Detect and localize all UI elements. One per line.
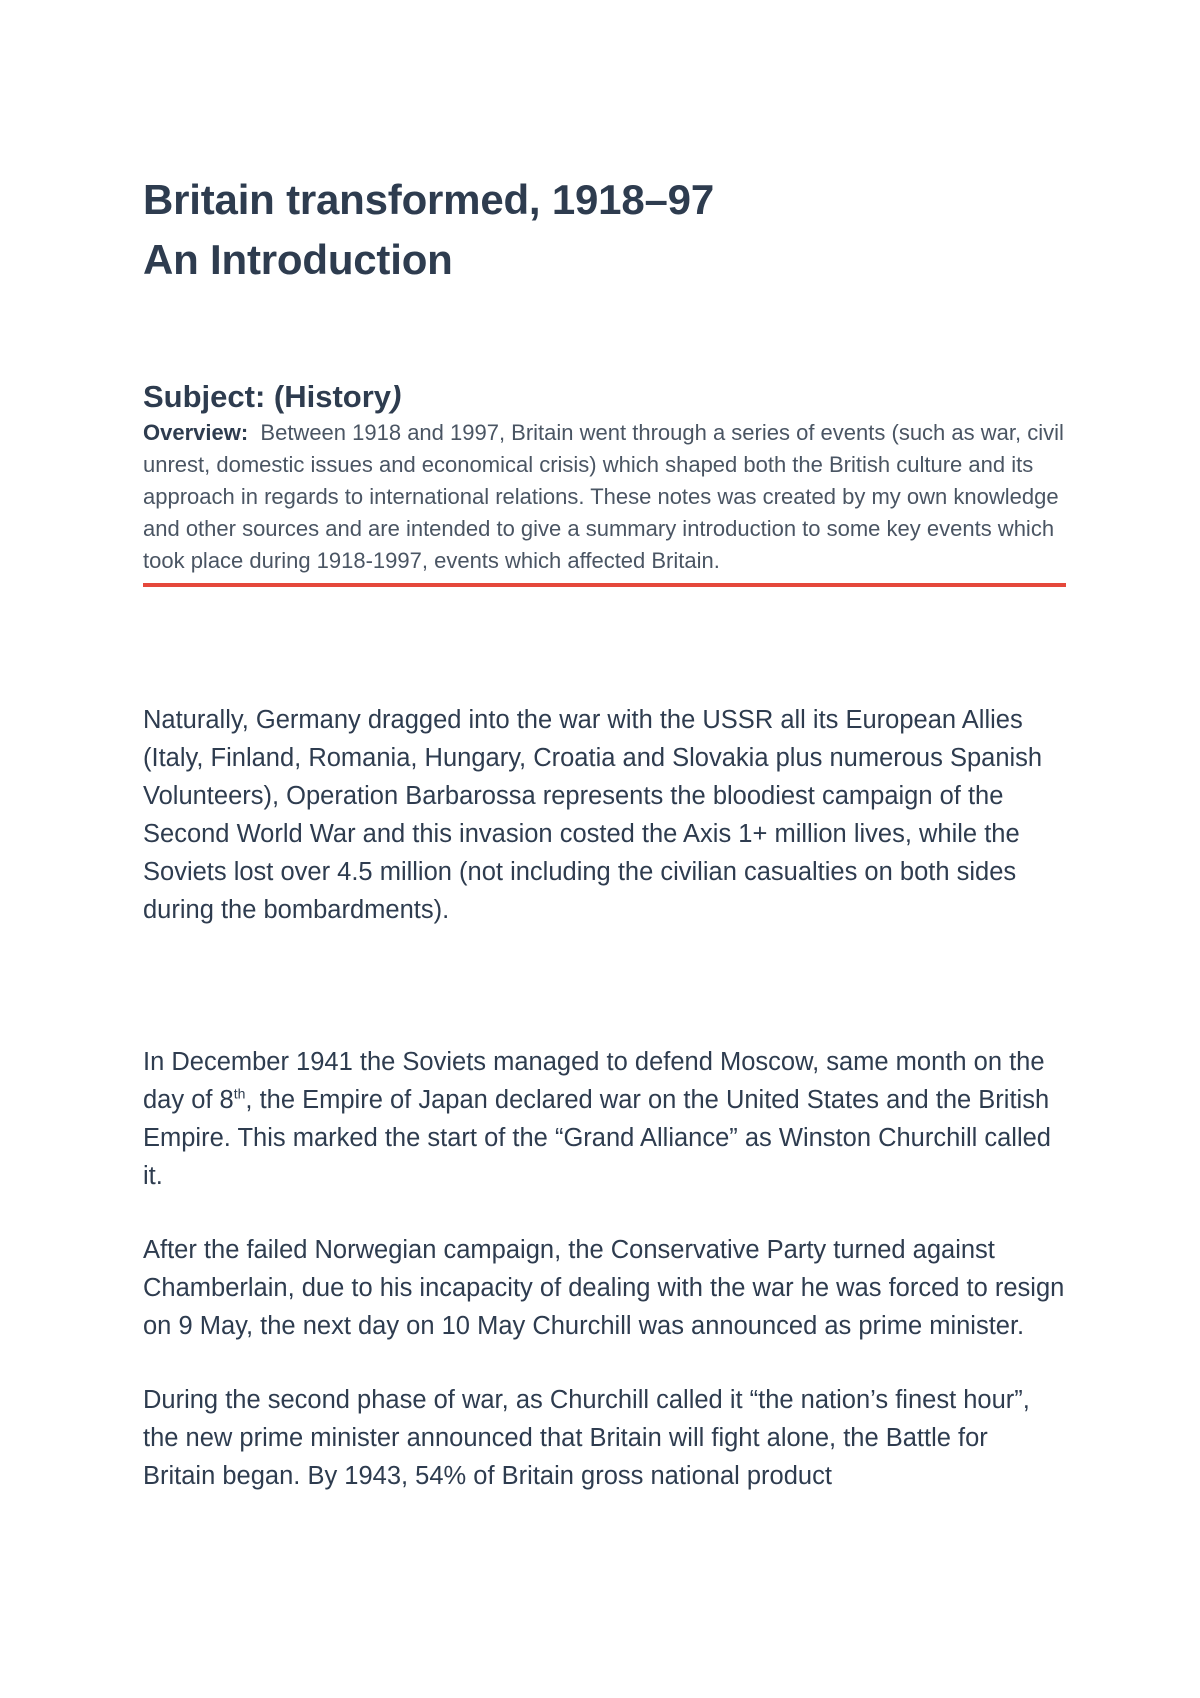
subject-text: Subject: (History <box>143 379 392 414</box>
paragraph-december-1941 <box>143 1043 1066 1195</box>
subject-heading <box>143 377 1066 417</box>
document-page <box>143 170 1066 1495</box>
paragraph-december-1941-part2: , the Empire of Japan declared war on the United States and the British Empire. This marked the start of the “Grand Alliance” as Winston Churchill called it. <box>143 1086 1051 1190</box>
title-line-1: Britain transformed, 1918–97 <box>143 176 714 223</box>
title-line-2: An Introduction <box>143 236 453 283</box>
document-title <box>143 170 1066 290</box>
overview-text: Between 1918 and 1997, Britain went through a series of events (such as war, civil unrest, domestic issues and economical crisis) which shaped both the British culture and its approach in regards to international relations. These notes was created by my own knowledge and other sources and are intended to give a summary introduction to some key events which took place during 1918-1997, events which affected Britain. <box>143 420 1064 573</box>
overview-label: Overview: <box>143 420 249 445</box>
accent-divider <box>143 583 1066 587</box>
ordinal-suffix: th <box>233 1085 246 1102</box>
paragraph-norwegian-campaign: After the failed Norwegian campaign, the Conservative Party turned against Chamberlain, due to his incapacity of dealing with the war he was forced to resign on 9 May, the next day on 10 May Churchill was announced as prime minister. <box>143 1236 1065 1340</box>
paragraph-finest-hour: During the second phase of war, as Churchill called it “the nation’s finest hour”, the new prime minister announced that Britain will fight alone, the Battle for Britain began. By 1943, 54% of Britain gross national product <box>143 1386 1030 1490</box>
paragraph-barbarossa: Naturally, Germany dragged into the war with the USSR all its European Allies (Italy, Finland, Romania, Hungary, Croatia and Slovakia plus numerous Spanish Volunteers), Operation Barbarossa represents the bloodiest campaign of the Second World War and this invasion costed the Axis 1+ million lives, while the Soviets lost over 4.5 million (not including the civilian casualties on both sides during the bombardments). <box>143 706 1043 924</box>
overview-paragraph <box>143 417 1066 577</box>
subject-closing-paren: ) <box>391 379 402 414</box>
paragraph-december-1941-part1: In December 1941 the Soviets managed to defend Moscow, same month on the day of 8 <box>143 1048 1045 1114</box>
